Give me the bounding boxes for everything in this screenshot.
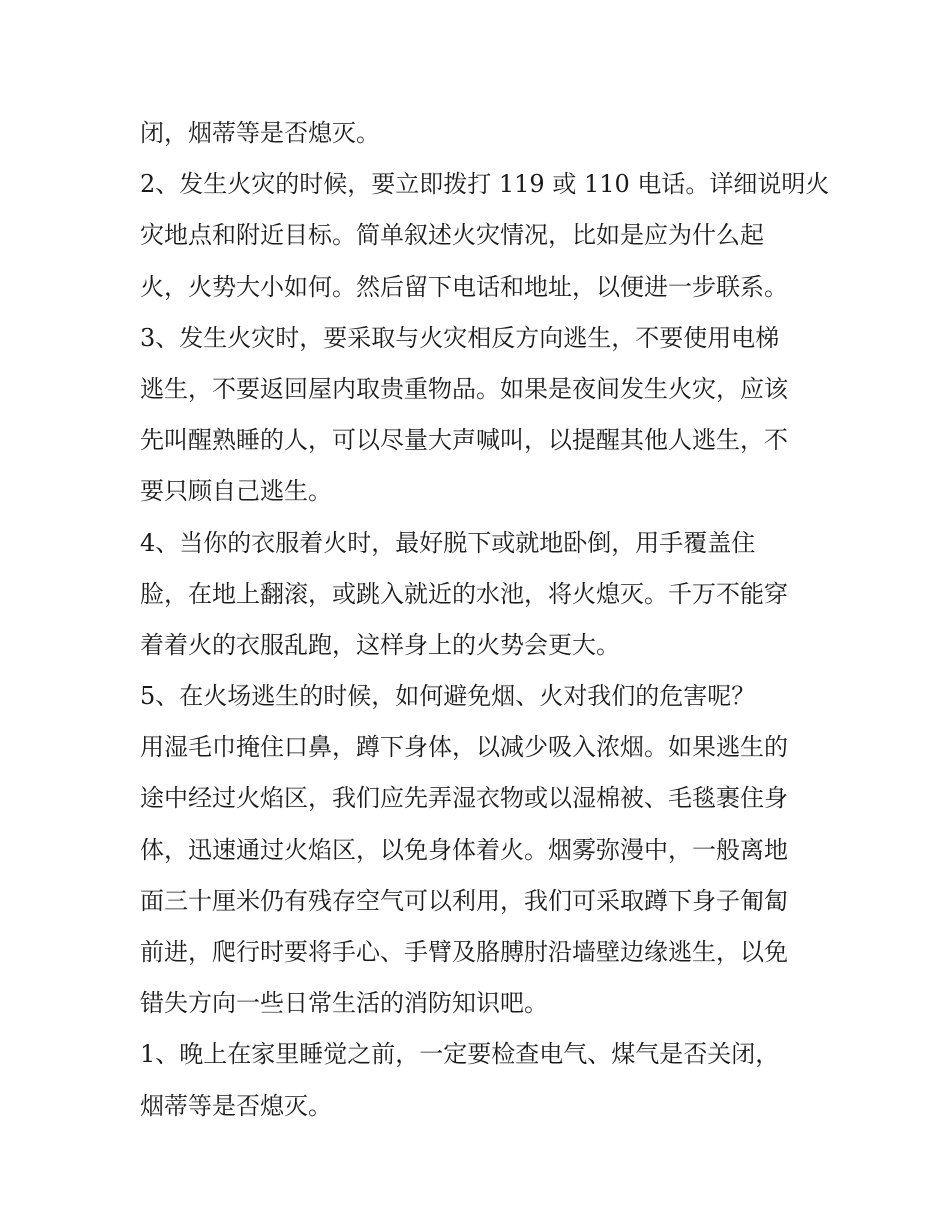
text-line: 逃生，不要返回屋内取贵重物品。如果是夜间发生火灾，应该 [140,374,788,403]
text-line: 烟蒂等是否熄灭。 [140,1091,332,1120]
text-line: 闭，烟蒂等是否熄灭。 [140,119,380,147]
text-line: 途中经过火焰区，我们应先弄湿衣物或以湿棉被、毛毯裹住身 [140,784,788,813]
text-line: 前进，爬行时要将手心、手臂及胳膊肘沿墙壁边缘逃生，以免 [140,938,788,966]
text-line: 错失方向一些日常生活的消防知识吧。 [140,989,548,1018]
text-line: 2、发生火灾的时候，要立即拨打 119 或 110 电话。详细说明火 [140,170,830,199]
text-line: 脸，在地上翻滚，或跳入就近的水池，将火熄灭。千万不能穿 [140,579,788,608]
text-line: 4、当你的衣服着火时，最好脱下或就地卧倒，用手覆盖住 [140,528,756,557]
text-line: 火，火势大小如何。然后留下电话和地址，以便进一步联系。 [140,272,788,301]
text-line: 要只顾自己逃生。 [140,477,332,506]
text-line: 5、在火场逃生的时候，如何避免烟、火对我们的危害呢？ [140,682,756,711]
text-line: 着着火的衣服乱跑，这样身上的火势会更大。 [140,630,620,659]
text-line: 面三十厘米仍有残存空气可以利用，我们可采取蹲下身子匍匐 [140,886,788,915]
text-line: 3、发生火灾时，要采取与火灾相反方向逃生，不要使用电梯 [140,323,780,352]
text-line: 灾地点和附近目标。简单叙述火灾情况，比如是应为什么起 [140,221,764,250]
text-line: 1、晚上在家里睡觉之前，一定要检查电气、煤气是否关闭， [140,1040,780,1069]
text-line: 用湿毛巾掩住口鼻，蹲下身体，以减少吸入浓烟。如果逃生的 [140,733,788,762]
text-line: 先叫醒熟睡的人，可以尽量大声喊叫，以提醒其他人逃生，不 [140,426,788,455]
text-line: 体，迅速通过火焰区，以免身体着火。烟雾弥漫中，一般离地 [140,835,788,864]
document-body [140,108,830,1132]
